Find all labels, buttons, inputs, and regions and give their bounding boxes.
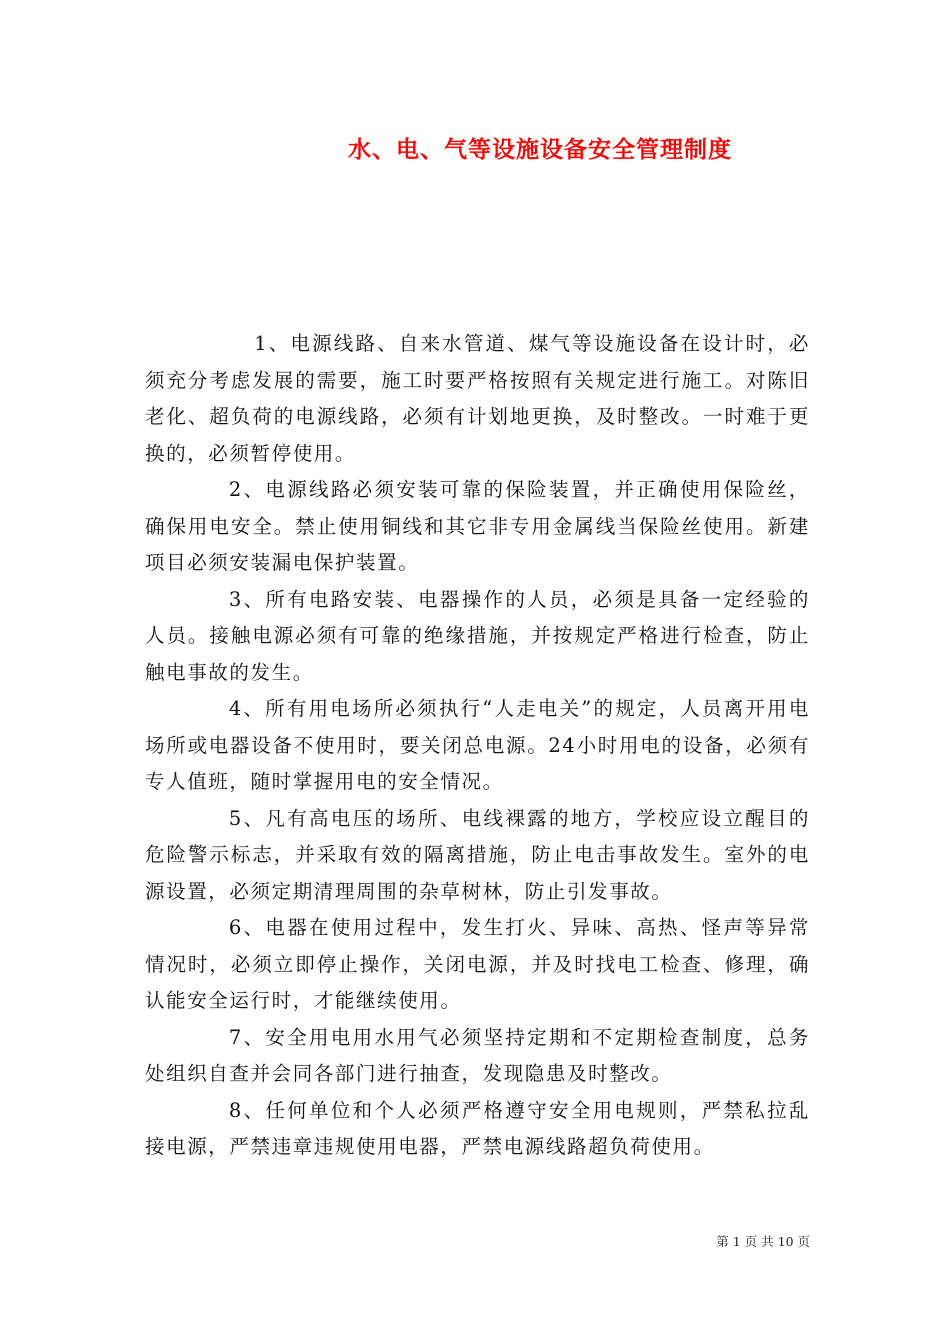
paragraph-5: 5、凡有高电压的场所、电线裸露的地方，学校应设立醒目的危险警示标志，并采取有效的隔离措施，防止电击事故发生。室外的电源设置，必须定期清理周围的杂草树林，防止引发事故。 (145, 806, 810, 903)
paragraph-6: 6、电器在使用过程中，发生打火、异味、高热、怪声等异常情况时，必须立即停止操作，关闭电源，并及时找电工检查、修理，确认能安全运行时，才能继续使用。 (145, 916, 810, 1012)
document-title: 水、电、气等设施设备安全管理制度 (348, 136, 732, 163)
paragraph-2: 2、电源线路必须安装可靠的保险装置，并正确使用保险丝，确保用电安全。禁止使用铜线和其它非专用金属线当保险丝使用。新建项目必须安装漏电保护装置。 (145, 478, 810, 574)
paragraph-7: 7、安全用电用水用气必须坚持定期和不定期检查制度，总务处组织自查并会同各部门进行抽查，发现隐患及时整改。 (145, 1025, 810, 1085)
paragraph-3: 3、所有电路安装、电器操作的人员，必须是具备一定经验的人员。接触电源必须有可靠的绝缘措施，并按规定严格进行检查，防止触电事故的发生。 (145, 587, 810, 684)
paragraph-4: 4、所有用电场所必须执行“人走电关”的规定，人员离开用电场所或电器设备不使用时，要关闭总电源。24小时用电的设备，必须有专人值班，随时掌握用电的安全情况。 (145, 697, 810, 793)
page-number-footer: 第 1 页 共 10 页 (716, 1234, 810, 1249)
paragraph-1: 1、电源线路、自来水管道、煤气等设施设备在设计时，必须充分考虑发展的需要，施工时要严格按照有关规定进行施工。对陈旧老化、超负荷的电源线路，必须有计划地更换，及时整改。一时难于更换的，必须暂停使用。 (145, 332, 810, 465)
paragraph-8: 8、任何单位和个人必须严格遵守安全用电规则，严禁私拉乱接电源，严禁违章违规使用电器，严禁电源线路超负荷使用。 (145, 1098, 810, 1158)
document-body (145, 326, 810, 1166)
